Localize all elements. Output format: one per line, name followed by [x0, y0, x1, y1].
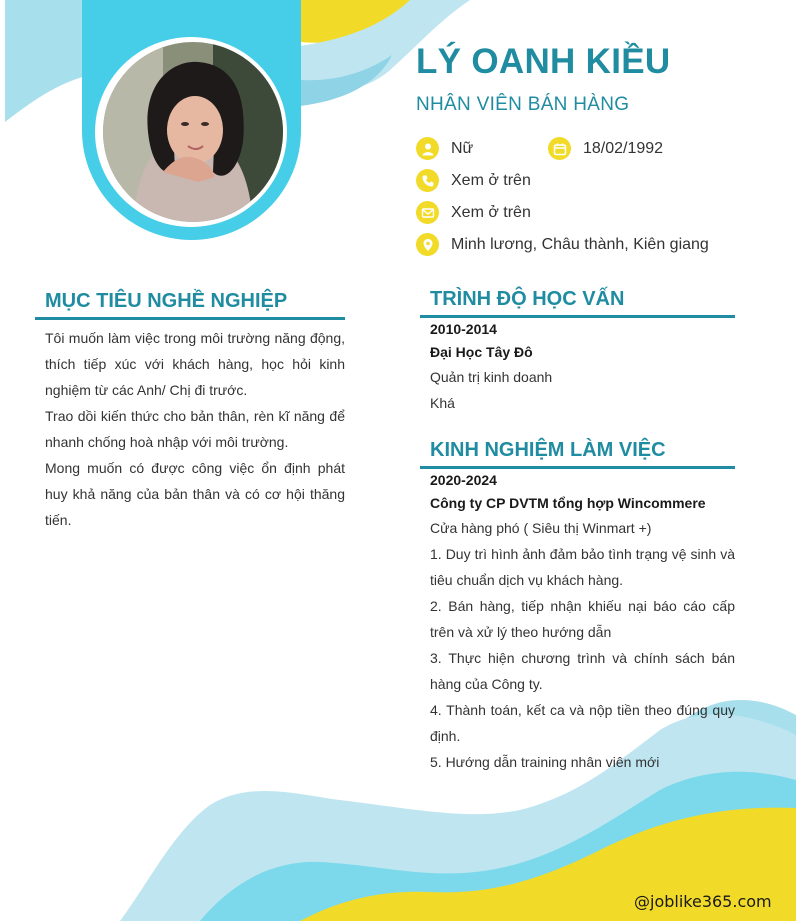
duty-item: 4. Thành toán, kết ca và nộp tiền theo đúng quy định.	[430, 702, 735, 744]
user-icon	[416, 137, 439, 160]
gender-value: Nữ	[451, 139, 474, 157]
mail-icon	[416, 201, 439, 224]
objective-title: MỤC TIÊU NGHỀ NGHIỆP	[35, 290, 345, 320]
duty-item: 1. Duy trì hình ảnh đảm bảo tình trạng vệ sinh và tiêu chuẩn dịch vụ khách hàng.	[430, 546, 735, 588]
objective-paragraph: Trao dồi kiến thức cho bản thân, rèn kĩ năng để nhanh chống hoà nhập với môi trường.	[45, 408, 345, 450]
duty-item: 5. Hướng dẫn training nhân viên mới	[430, 754, 660, 770]
candidate-name: LÝ OANH KIỀU	[416, 42, 671, 81]
location-pin-icon	[416, 233, 439, 256]
education-major: Quản trị kinh doanh	[430, 369, 553, 385]
duty-item: 2. Bán hàng, tiếp nhận khiếu nại báo cáo cấp trên và xử lý theo hướng dẫn	[430, 598, 735, 640]
job-title: NHÂN VIÊN BÁN HÀNG	[416, 94, 630, 115]
calendar-icon	[548, 137, 571, 160]
watermark: @joblike365.com	[634, 892, 772, 911]
experience-title: KINH NGHIỆM LÀM VIỆC	[420, 439, 735, 469]
phone-row	[416, 169, 531, 192]
objective-body	[45, 325, 345, 533]
phone-icon	[416, 169, 439, 192]
experience-company: Công ty CP DVTM tổng hợp Wincommere	[430, 495, 706, 511]
objective-paragraph: Tôi muốn làm việc trong môi trường năng động, thích tiếp xúc với khách hàng, học hỏi kinh nghiệm từ các Anh/ Chị đi trước.	[45, 330, 345, 398]
experience-duties	[430, 541, 735, 775]
phone-value: Xem ở trên	[451, 171, 531, 189]
education-grade: Khá	[430, 395, 455, 411]
education-title: TRÌNH ĐỘ HỌC VẤN	[420, 288, 735, 318]
objective-paragraph: Mong muốn có được công việc ổn định phát huy khả năng của bản thân và có cơ hội thăng tiến.	[45, 460, 345, 528]
address-value: Minh lương, Châu thành, Kiên giang	[451, 235, 709, 253]
education-period: 2010-2014	[430, 321, 497, 337]
experience-period: 2020-2024	[430, 472, 497, 488]
birthday-row	[548, 137, 663, 160]
email-value: Xem ở trên	[451, 203, 531, 221]
gender-row	[416, 137, 473, 160]
address-row	[416, 233, 709, 256]
duty-item: 3. Thực hiện chương trình và chính sách bán hàng của Công ty.	[430, 650, 735, 692]
experience-position: Cửa hàng phó ( Siêu thị Winmart +)	[430, 520, 652, 536]
birthday-value: 18/02/1992	[583, 139, 664, 157]
email-row	[416, 201, 531, 224]
education-school: Đại Học Tây Đô	[430, 344, 533, 360]
profile-photo	[103, 42, 283, 222]
